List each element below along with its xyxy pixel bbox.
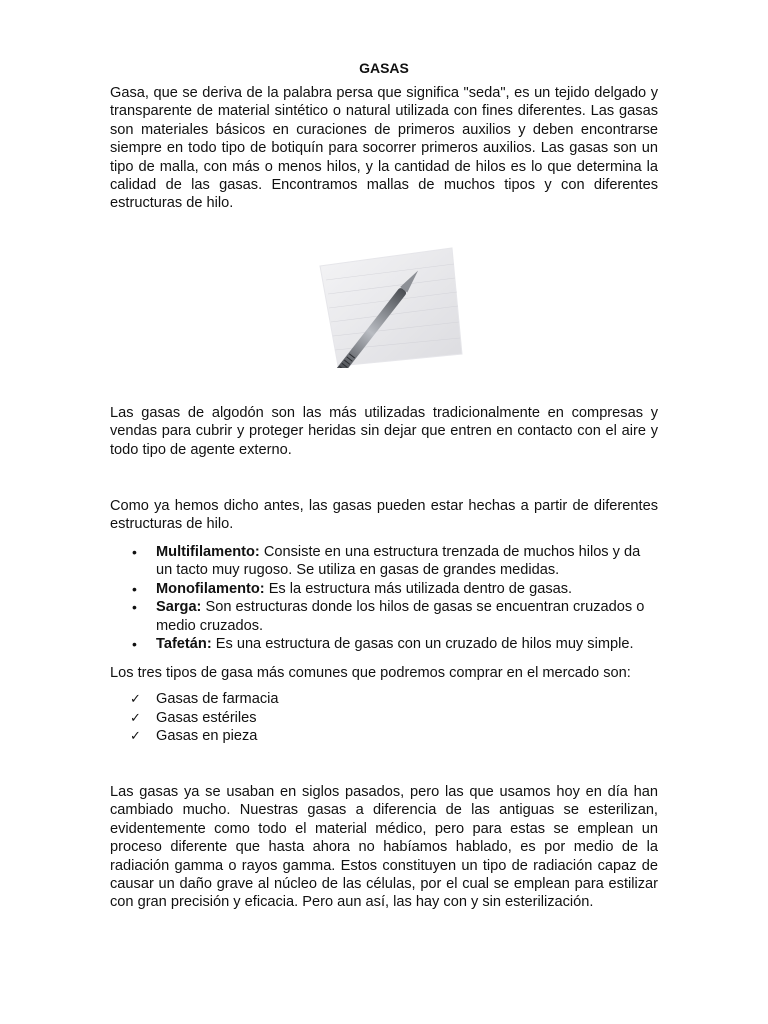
cotton-gauze-paragraph: Las gasas de algodón son las más utilizadas tradicionalmente en compresas y vendas para cubrir y proteger heridas sin dejar que entren en contacto con el aire y todo tipo de agente externo. [110,405,658,458]
list-item [110,580,658,598]
structures-list [110,543,658,653]
gauze-type-label: Gasas en pieza [156,728,258,745]
structure-term: Multifilamento: [156,544,260,560]
gauze-with-forceps-image [312,246,464,368]
structure-description: Es una estructura de gasas con un cruzado de hilos muy simple. [211,636,634,653]
gauze-type-label: Gasas de farmacia [156,691,279,707]
types-intro-paragraph: Los tres tipos de gasa más comunes que podremos comprar en el mercado son: [110,665,631,681]
structure-term: Monofilamento: [156,580,265,597]
list-item [110,690,658,709]
checkmark-icon: ✓ [130,691,141,706]
list-item [110,709,658,728]
gauze-types-list [110,690,658,746]
page-title: GASAS [359,60,409,76]
bullet-icon: • [132,636,137,653]
structure-term: Sarga: [156,599,202,616]
sterilization-paragraph: Las gasas ya se usaban en siglos pasados, pero las que usamos hoy en día han cambiado mucho. Nuestras gasas a diferencia de las antiguas se esterilizan, evidentemente como todo el material médico, pero para estas se emplean un proceso diferente que hasta ahora no habíamos hablado, es por medio de la radiación gamma o rayos gamma. Estos constituyen un tipo de radiación capaz de causar un daño grave al núcleo de las células, por el cual se emplean para estilizar con gran precisión y eficacia. Pero aun así, las hay con y sin esterilización. [110,784,658,911]
intro-paragraph: Gasa, que se deriva de la palabra persa que significa "seda", es un tejido delgado y transparente de material sintético o natural utilizada con fines diferentes. Las gasas son materiales básicos en curaciones de primeros auxilios y deben encontrarse siempre en todo tipo de botiquín para socorrer primeros auxilios. Las gasas son un tipo de malla, con más o menos hilos, y la cantidad de hilos es lo que determina la calidad de las gasas. Encontramos mallas de muchos tipos y con diferentes estructuras de hilo. [110,85,658,212]
structures-intro-paragraph: Como ya hemos dicho antes, las gasas pueden estar hechas a partir de diferentes estructuras de hilo. [110,498,658,533]
structure-description: Consiste en una estructura trenzada de muchos hilos y da un tacto muy rugoso. Se utiliza en gasas de grandes medidas. [156,544,641,579]
checkmark-icon: ✓ [130,709,141,725]
structure-description: Es la estructura más utilizada dentro de gasas. [264,580,573,597]
list-item [110,598,658,635]
list-item [110,727,658,746]
structure-term: Tafetán: [156,636,212,653]
gauze-type-label: Gasas estériles [156,709,257,726]
structure-description: Son estructuras donde los hilos de gasas se encuentran cruzados o medio cruzados. [156,599,645,634]
bullet-icon: • [132,544,137,560]
checkmark-icon: ✓ [130,728,141,744]
list-item [110,635,658,653]
bullet-icon: • [132,599,137,616]
list-item [110,543,658,580]
bullet-icon: • [132,580,137,597]
